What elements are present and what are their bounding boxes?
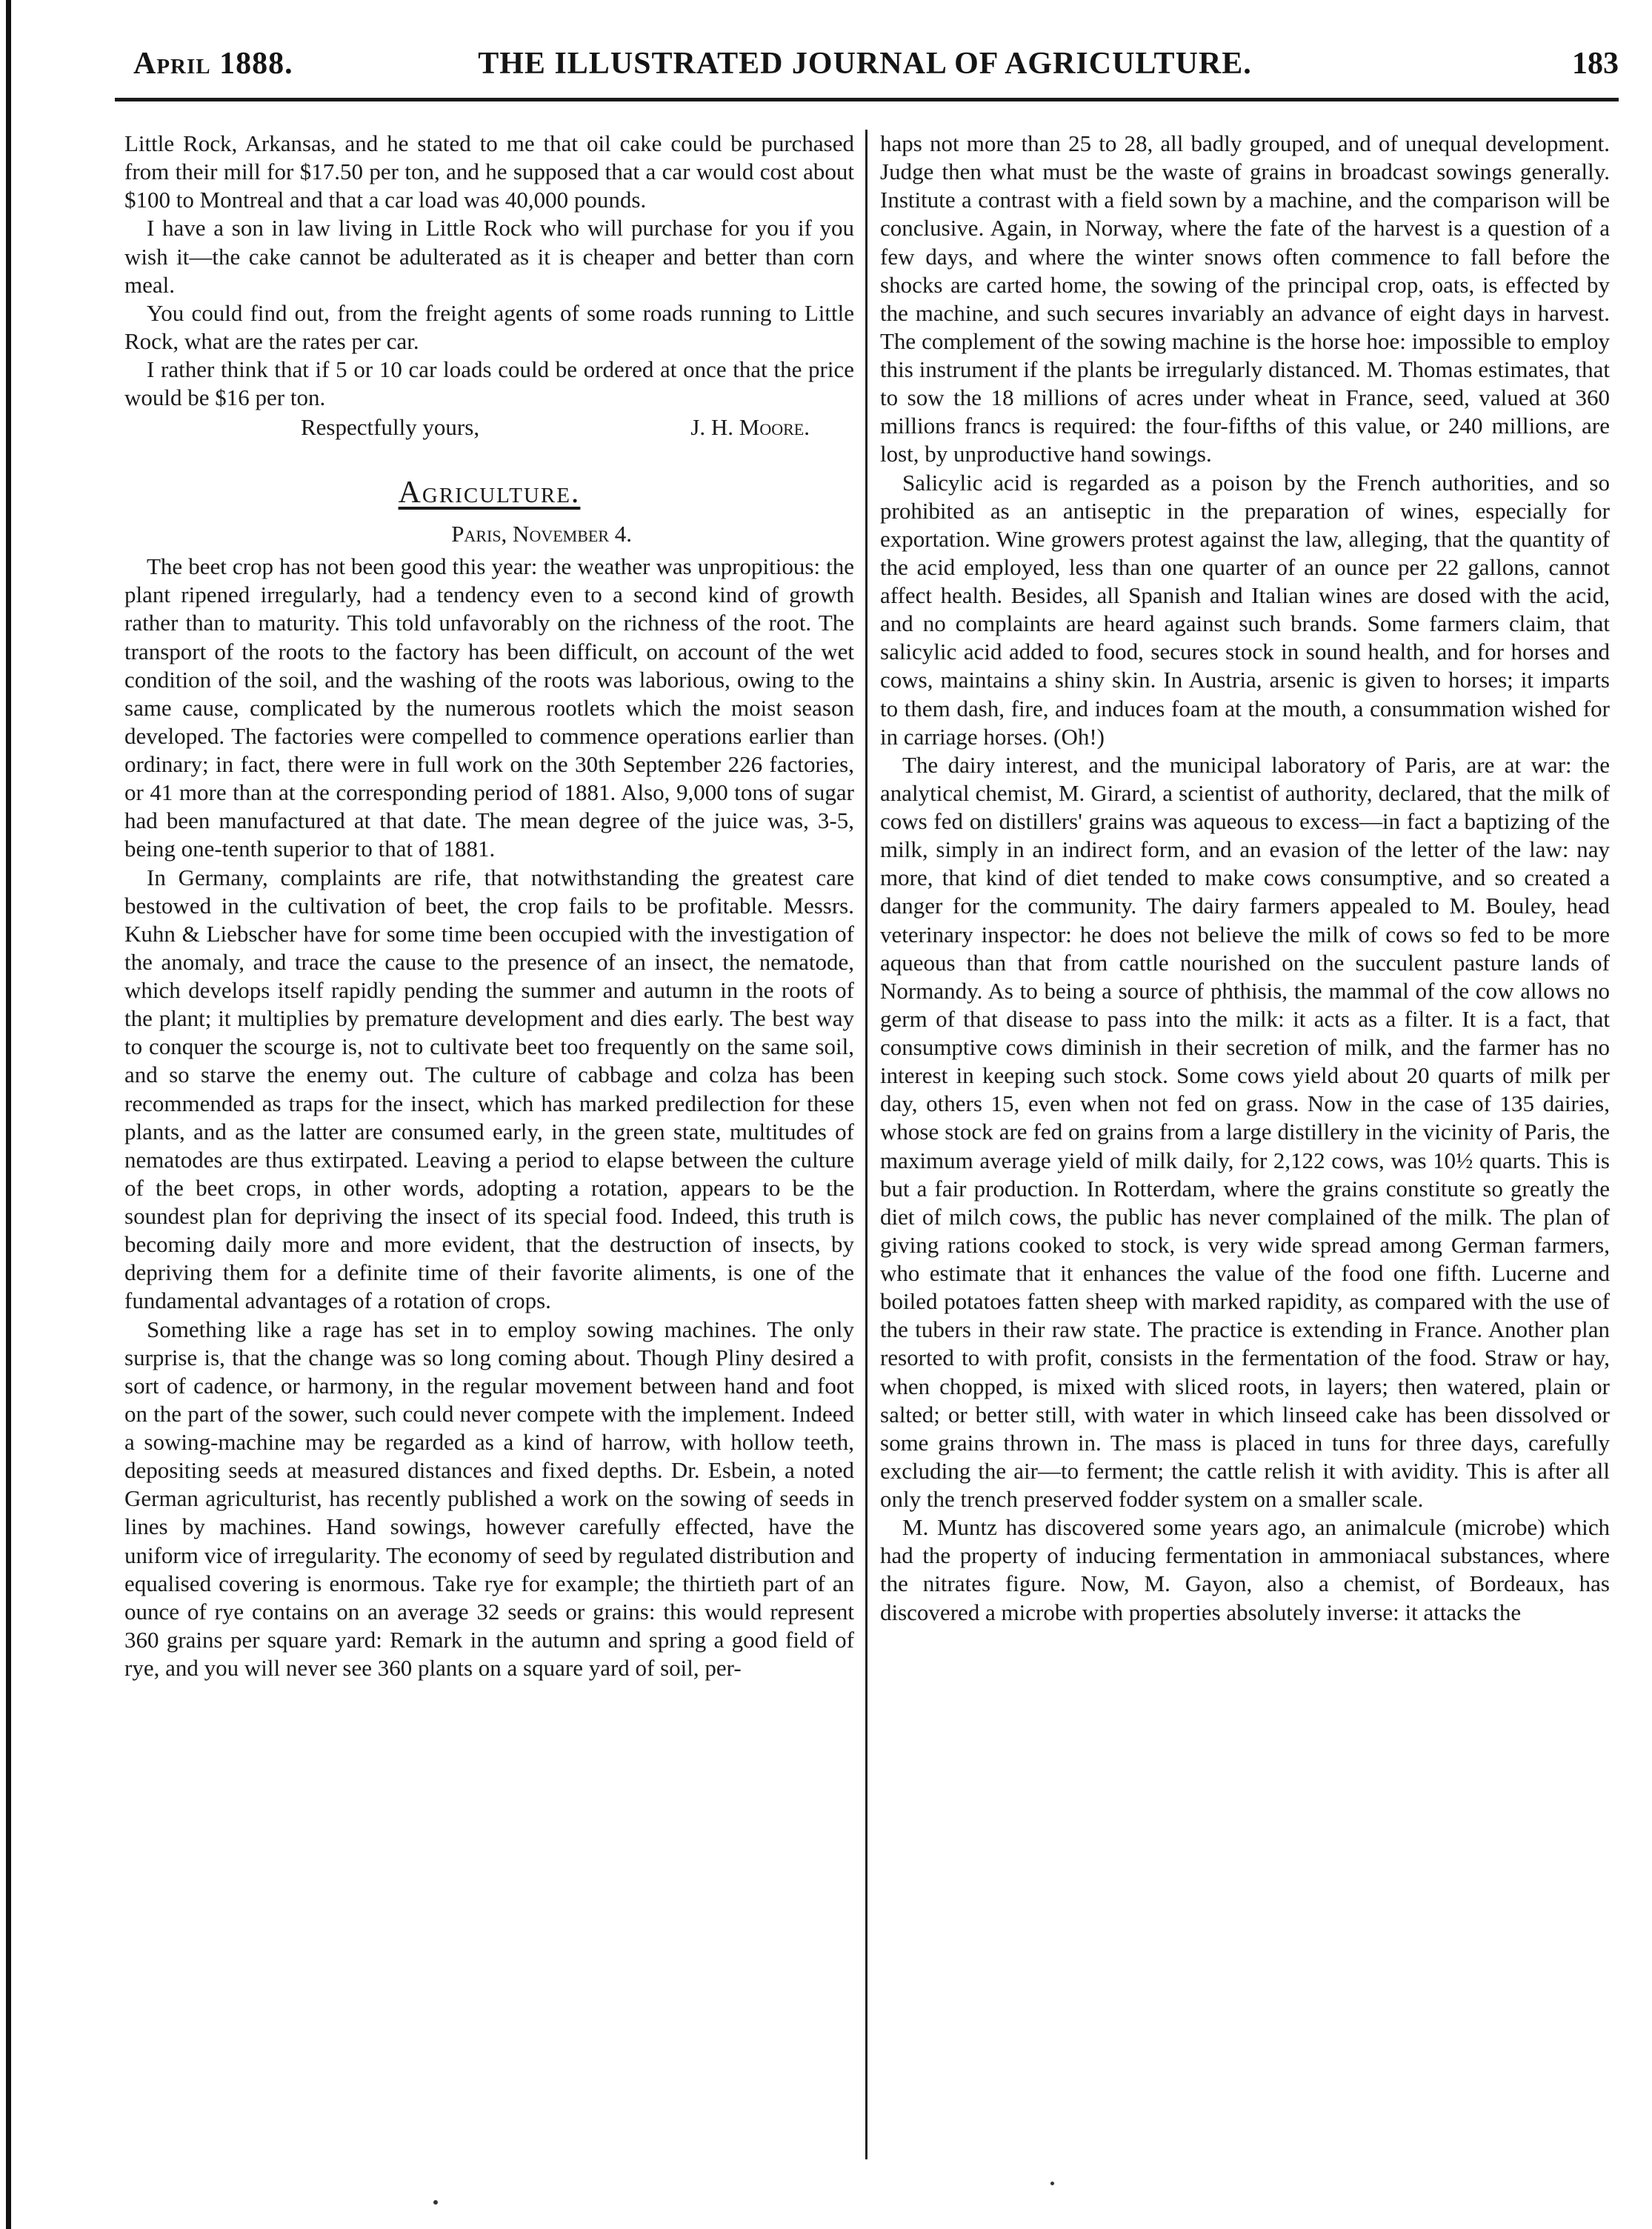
page-number: 183 (1572, 47, 1619, 81)
article-paragraph: haps not more than 25 to 28, all badly grouped, and of unequal development. Judge then what must be the waste of grains in broadcast sowings generally. Institute a contrast with a field sown by a machine, and the comparison will be conclusive. Again, in Norway, where the fate of the harvest is a question of a few days, and where the winter snows often commence to fall before the shocks are carted home, the sowing of the principal crop, oats, is effected by the machine, and such secures invariably an advance of eight days in harvest. The complement of the sowing machine is the horse hoe: impossible to employ this instrument if the plants be irregularly distanced. M. Thomas estimates, that to sow the 18 millions of acres under wheat in France, seed, valued at 360 millions francs is required: the four-fifths of this value, or 240 millions, are lost, by unproductive hand sowings. (880, 130, 1610, 467)
section-heading: Agriculture. (398, 476, 581, 510)
right-column (880, 130, 1610, 1627)
article-paragraph: The beet crop has not been good this year: the weather was unpropitious: the plant ripened irregularly, had a tendency even to a second kind of growth rather than to maturity. This told unfavorably on the richness of the root. The transport of the roots to the factory has been difficult, on account of the wet condition of the soil, and the washing of the roots was laborious, owing to the same cause, complicated by the numerous rootlets which the moist season developed. The factories were compelled to commence operations earlier than ordinary; in fact, there were in full work on the 30th September 226 factories, or 41 more than at the corresponding period of 1881. Also, 9,000 tons of sugar had been manufactured at that date. The mean degree of the juice was, 3-5, being one-tenth superior to that of 1881. (124, 553, 854, 862)
letter-paragraph: You could find out, from the freight agents of some roads running to Little Rock, what are the rates per car. (124, 299, 854, 354)
journal-title: THE ILLUSTRATED JOURNAL OF AGRICULTURE. (478, 47, 1252, 81)
column-divider (865, 130, 867, 2159)
letter-paragraph: Little Rock, Arkansas, and he stated to me that oil cake could be purchased from their mill for $17.50 per ton, and he supposed that a car would cost about $100 to Montreal and that a car load was 40,000 pounds. (124, 130, 854, 213)
left-column (124, 130, 854, 1682)
article-paragraph: Salicylic acid is regarded as a poison by the French authorities, and so prohibited as an antiseptic in the preparation of wines, especially for exportation. Wine growers protest against the law, alleging, that the quantity of the acid employed, less than one quarter of an ounce per 22 gallons, cannot affect health. Besides, all Spanish and Italian wines are dosed with the acid, and no complaints are heard against such brands. Some farmers claim, that salicylic acid added to food, secures stock in sound health, and for horses and cows, maintains a shiny skin. In Austria, arsenic is given to horses; it imparts to them dash, fire, and induces foam at the mouth, a consummation wished for in carriage horses. (Oh!) (880, 469, 1610, 750)
print-speck (433, 2200, 438, 2205)
header-rule (115, 98, 1619, 101)
letter-paragraph: I have a son in law living in Little Rock who will purchase for you if you wish it—the cake cannot be adulterated as it is cheaper and better than corn meal. (124, 215, 854, 298)
issue-date: April 1888. (133, 47, 293, 81)
page-binding-edge (6, 0, 11, 2229)
letter-paragraph: I rather think that if 5 or 10 car loads could be ordered at once that the price would be $16 per ton. (124, 356, 854, 411)
article-paragraph: M. Muntz has discovered some years ago, an animalcule (microbe) which had the property of inducing fermentation in ammoniacal substances, where the nitrates figure. Now, M. Gayon, also a chemist, of Bordeaux, has discovered a microbe with properties absolutely inverse: it attacks the (880, 1514, 1610, 1625)
running-header (111, 43, 1619, 87)
article-paragraph: Something like a rage has set in to employ sowing machines. The only surprise is, that the change was so long coming about. Though Pliny desired a sort of cadence, or harmony, in the regular movement between hand and foot on the part of the sower, such could never compete with the implement. Indeed a sowing-machine may be regarded as a kind of harrow, with hollow teeth, depositing seeds at measured distances and fixed depths. Dr. Esbein, a noted German agriculturist, has recently published a work on the sowing of seeds in lines by machines. Hand sowings, however carefully effected, have the uniform vice of irregularity. The economy of seed by regulated distribution and equalised covering is enormous. Take rye for example; the thirtieth part of an ounce of rye contains on an average 32 seeds or grains: this would represent 360 grains per square yard: Remark in the autumn and spring a good field of rye, and you will never see 360 plants on a square yard of soil, per- (124, 1316, 854, 1682)
dateline: Paris, November 4. (451, 521, 632, 547)
signoff-closing: Respectfully yours, (301, 414, 480, 441)
print-speck (1050, 2182, 1054, 2185)
article-paragraph: The dairy interest, and the municipal laboratory of Paris, are at war: the analytical chemist, M. Girard, a scientist of authority, declared, that the milk of cows fed on distillers' grains was aqueous to excess—in fact a baptizing of the milk, simply in an indirect form, and an evasion of the letter of the law: nay more, that kind of diet tended to make cows consumptive, and so created a danger for the community. The dairy farmers appealed to M. Bouley, head veterinary inspector: he does not believe the milk of cows so fed to be more aqueous than that from cattle nourished on the succulent pasture lands of Normandy. As to being a source of phthisis, the mammal of the cow allows no germ of that disease to pass into the milk: it acts as a filter. It is a fact, that consumptive cows diminish in their secretion of milk, and the farmer has no interest in keeping such stock. Some cows yield about 20 quarts of milk per day, others 15, even when not fed on grass. Now in the case of 135 dairies, whose stock are fed on grains from a large distillery in the vicinity of Paris, the maximum average yield of milk daily, for 2,122 cows, was 10½ quarts. This is but a fair production. In Rotterdam, where the grains constitute so greatly the diet of milch cows, the public has never complained of the milk. The plan of giving rations cooked to stock, is very wide spread among German farmers, who estimate that it enhances the value of the food one fifth. Lucerne and boiled potatoes fatten sheep with marked rapidity, as compared with the use of the tubers in their raw state. The practice is extending in France. Another plan resorted to with profit, consists in the fermentation of the food. Straw or hay, when chopped, is mixed with sliced roots, in layers; then watered, plain or salted; or better still, with water in which linseed cake has been dissolved or some grains thrown in. The mass is placed in tuns for three days, carefully excluding the air—to ferment; the cattle relish it with avidity. This is after all only the trench preserved fodder system on a smaller scale. (880, 751, 1610, 1512)
signoff-name: J. H. Moore. (690, 414, 810, 441)
letter-signoff (124, 412, 854, 442)
article-paragraph: In Germany, complaints are rife, that notwithstanding the greatest care bestowed in the cultivation of beet, the crop fails to be profitable. Messrs. Kuhn & Liebscher have for some time been occupied with the investigation of the anomaly, and trace the cause to the presence of an insect, the nematode, which develops itself rapidly pending the summer and autumn in the roots of the plant; it multiplies by premature development and dies early. The best way to conquer the scourge is, not to cultivate beet too frequently on the same soil, and so starve the enemy out. The culture of cabbage and colza has been recommended as traps for the insect, which has marked predilection for these plants, and as the latter are consumed early, in the green state, multitudes of nematodes are thus extirpated. Leaving a period to elapse between the culture of the beet crops, in other words, adopting a rotation, appears to be the soundest plan for depriving the insect of its special food. Indeed, this truth is becoming daily more and more evident, that the destruction of insects, by depriving them for a definite time of their favorite aliments, is one of the fundamental advantages of a rotation of crops. (124, 864, 854, 1314)
